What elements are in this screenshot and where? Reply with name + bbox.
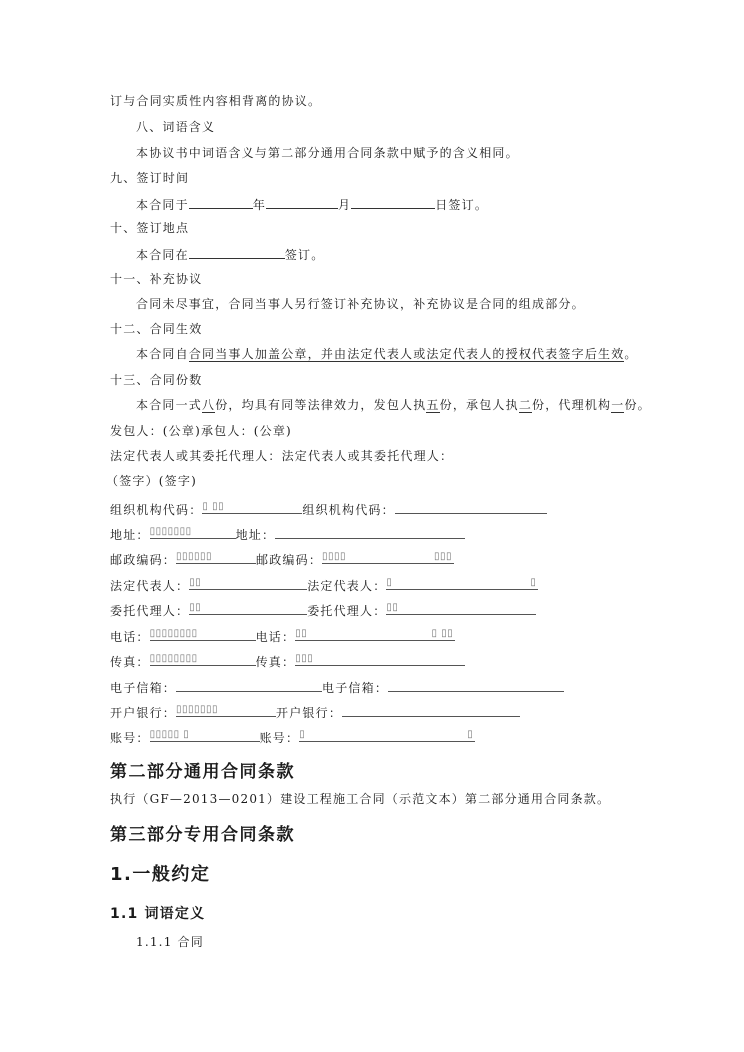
section-12-body <box>136 346 638 362</box>
contractor-field-value[interactable] <box>386 575 538 590</box>
employer-field-label: 传真： <box>110 655 150 669</box>
employer-field-label: 法定代表人： <box>110 579 190 593</box>
sign-parties: 发包人：(公章)承包人：(公章) <box>110 424 292 438</box>
contractor-field-value[interactable] <box>295 626 455 641</box>
sign-representatives: 法定代表人或其委托代理人：法定代表人或其委托代理人： <box>110 449 454 463</box>
employer-field-text: ▯▯▯▯▯ ▯ <box>149 729 190 740</box>
contractor-field-label: 组织机构代码： <box>302 503 395 517</box>
employer-field-value[interactable] <box>176 677 322 692</box>
contractor-field-label: 传真： <box>255 655 296 669</box>
employer-field-value[interactable] <box>150 626 256 641</box>
section-9-title: 九、签订时间 <box>110 171 190 185</box>
employer-field-label: 账号： <box>110 731 150 745</box>
contractor-field-label: 开户银行： <box>276 706 343 720</box>
employer-field-value[interactable] <box>176 549 256 564</box>
employer-field-label: 电话： <box>110 630 150 644</box>
contractor-field-text: ▯▯▯ <box>295 653 314 664</box>
part-3-title: 第三部分专用合同条款 <box>110 825 295 845</box>
employer-field-text: ▯▯ <box>189 577 202 588</box>
signature-field-row <box>110 600 536 619</box>
section-11-body: 合同未尽事宜，合同当事人另行签订补充协议，补充协议是合同的组成部分。 <box>136 297 585 311</box>
effect-prefix: 本合同自 <box>136 347 189 361</box>
section-1-1-title: 1.1 词语定义 <box>110 906 206 922</box>
section-11-title: 十一、补充协议 <box>110 272 203 286</box>
contractor-field-text: ▯ <box>386 577 393 588</box>
employer-field-text: ▯▯▯▯▯▯▯ <box>176 704 219 715</box>
contractor-field-label: 委托代理人： <box>307 604 387 618</box>
sign-month-blank[interactable] <box>266 195 338 209</box>
employer-field-text: ▯▯▯▯▯▯▯ <box>149 526 192 537</box>
copies-text-5: 份。 <box>624 398 651 412</box>
employer-field-value[interactable] <box>189 575 307 590</box>
contractor-field-text: ▯▯ <box>386 602 399 613</box>
sign-year-blank[interactable] <box>189 195 253 209</box>
employer-field-text: ▯▯▯▯▯▯▯▯ <box>149 628 198 639</box>
employer-field-text: ▯▯▯▯▯▯▯▯ <box>149 653 198 664</box>
employer-field-label: 组织机构代码： <box>110 503 203 517</box>
contractor-field-value[interactable] <box>295 651 465 666</box>
employer-field-label: 电子信箱： <box>110 681 177 695</box>
contractor-field-value[interactable] <box>275 524 465 539</box>
signature-field-row <box>110 626 455 645</box>
contractor-field-text: ▯ <box>299 729 306 740</box>
signature-field-row <box>110 549 454 568</box>
signature-field-row <box>110 524 465 543</box>
signature-field-row <box>110 499 547 518</box>
contractor-field-text: ▯▯ <box>295 628 308 639</box>
section-8-body: 本协议书中词语含义与第二部分通用合同条款中赋予的含义相同。 <box>136 146 519 160</box>
employer-field-label: 邮政编码： <box>110 553 177 567</box>
copies-text-3: 份，承包人执 <box>439 398 519 412</box>
section-12-title: 十二、合同生效 <box>110 322 203 336</box>
paragraph-intro-end: 订与合同实质性内容相背离的协议。 <box>110 94 322 108</box>
contractor-field-label: 账号： <box>259 731 300 745</box>
contractor-field-tail: ▯▯▯ <box>434 551 453 562</box>
copies-contractor: 二 <box>518 398 533 412</box>
signature-field-row <box>110 575 538 594</box>
copies-text-4: 份，代理机构 <box>532 398 612 412</box>
employer-field-value[interactable] <box>202 499 302 514</box>
copies-text-2: 份，均具有同等法律效力，发包人执 <box>215 398 427 412</box>
section-13-body <box>136 397 651 413</box>
contractor-field-tail: ▯ <box>467 729 474 740</box>
part-2-title: 第二部分通用合同条款 <box>110 762 295 782</box>
section-10-body <box>136 245 324 263</box>
section-8-title: 八、词语含义 <box>136 120 216 134</box>
employer-field-label: 委托代理人： <box>110 604 190 618</box>
sign-place-suffix: 签订。 <box>284 248 325 262</box>
contractor-field-label: 地址： <box>235 528 276 542</box>
employer-field-text: ▯▯ <box>189 602 202 613</box>
signature-field-row <box>110 727 475 746</box>
contractor-field-label: 法定代表人： <box>307 579 387 593</box>
signature-field-row <box>110 651 465 670</box>
employer-field-label: 地址： <box>110 528 150 542</box>
employer-field-value[interactable] <box>176 702 276 717</box>
signature-field-row <box>110 702 520 721</box>
contractor-field-tail: ▯ ▯▯ <box>431 628 454 639</box>
employer-field-label: 开户银行： <box>110 706 177 720</box>
sign-year-label: 年 <box>252 198 267 212</box>
sign-day-suffix: 日签订。 <box>435 198 489 212</box>
section-1-title: 1.一般约定 <box>110 864 211 885</box>
contractor-field-tail: ▯ <box>530 577 537 588</box>
copies-employer: 五 <box>426 398 440 412</box>
contractor-field-text: ▯▯▯▯ <box>322 551 347 562</box>
contractor-field-value[interactable] <box>386 600 536 615</box>
employer-field-text: ▯▯▯▯▯▯ <box>176 551 213 562</box>
employer-field-value[interactable] <box>150 651 256 666</box>
employer-field-value[interactable] <box>150 727 260 742</box>
sign-place-blank[interactable] <box>189 245 285 259</box>
part-2-body: 执行（GF—2013—0201）建设工程施工合同（示范文本）第二部分通用合同条款。 <box>110 792 611 806</box>
sign-month-label: 月 <box>338 198 352 212</box>
copies-text-1: 本合同一式 <box>136 398 203 412</box>
contractor-field-value[interactable] <box>395 499 547 514</box>
employer-field-value[interactable] <box>189 600 307 615</box>
sign-date-prefix: 本合同于 <box>136 198 189 212</box>
contractor-field-value[interactable] <box>388 677 564 692</box>
effect-suffix: 。 <box>624 347 638 361</box>
sign-note: （签字）(签字) <box>106 474 197 488</box>
contractor-field-value[interactable] <box>342 702 520 717</box>
employer-field-text: ▯ ▯▯ <box>202 501 225 512</box>
contractor-field-value[interactable] <box>322 549 454 564</box>
sign-day-blank[interactable] <box>351 195 435 209</box>
copies-total: 八 <box>202 398 216 412</box>
contractor-field-label: 邮政编码： <box>256 553 323 567</box>
clause-1-1-1: 1.1.1 合同 <box>136 935 204 949</box>
copies-agent: 一 <box>611 398 625 412</box>
section-9-body <box>136 195 488 213</box>
sign-place-prefix: 本合同在 <box>136 248 189 262</box>
effect-condition: 合同当事人加盖公章，并由法定代表人或法定代表人的授权代表签字后生效 <box>188 347 625 361</box>
section-10-title: 十、签订地点 <box>110 221 190 235</box>
contractor-field-label: 电子信箱： <box>322 681 389 695</box>
signature-field-row <box>110 677 564 696</box>
contractor-field-value[interactable] <box>299 727 475 742</box>
contractor-field-label: 电话： <box>255 630 296 644</box>
section-13-title: 十三、合同份数 <box>110 373 203 387</box>
employer-field-value[interactable] <box>150 524 236 539</box>
